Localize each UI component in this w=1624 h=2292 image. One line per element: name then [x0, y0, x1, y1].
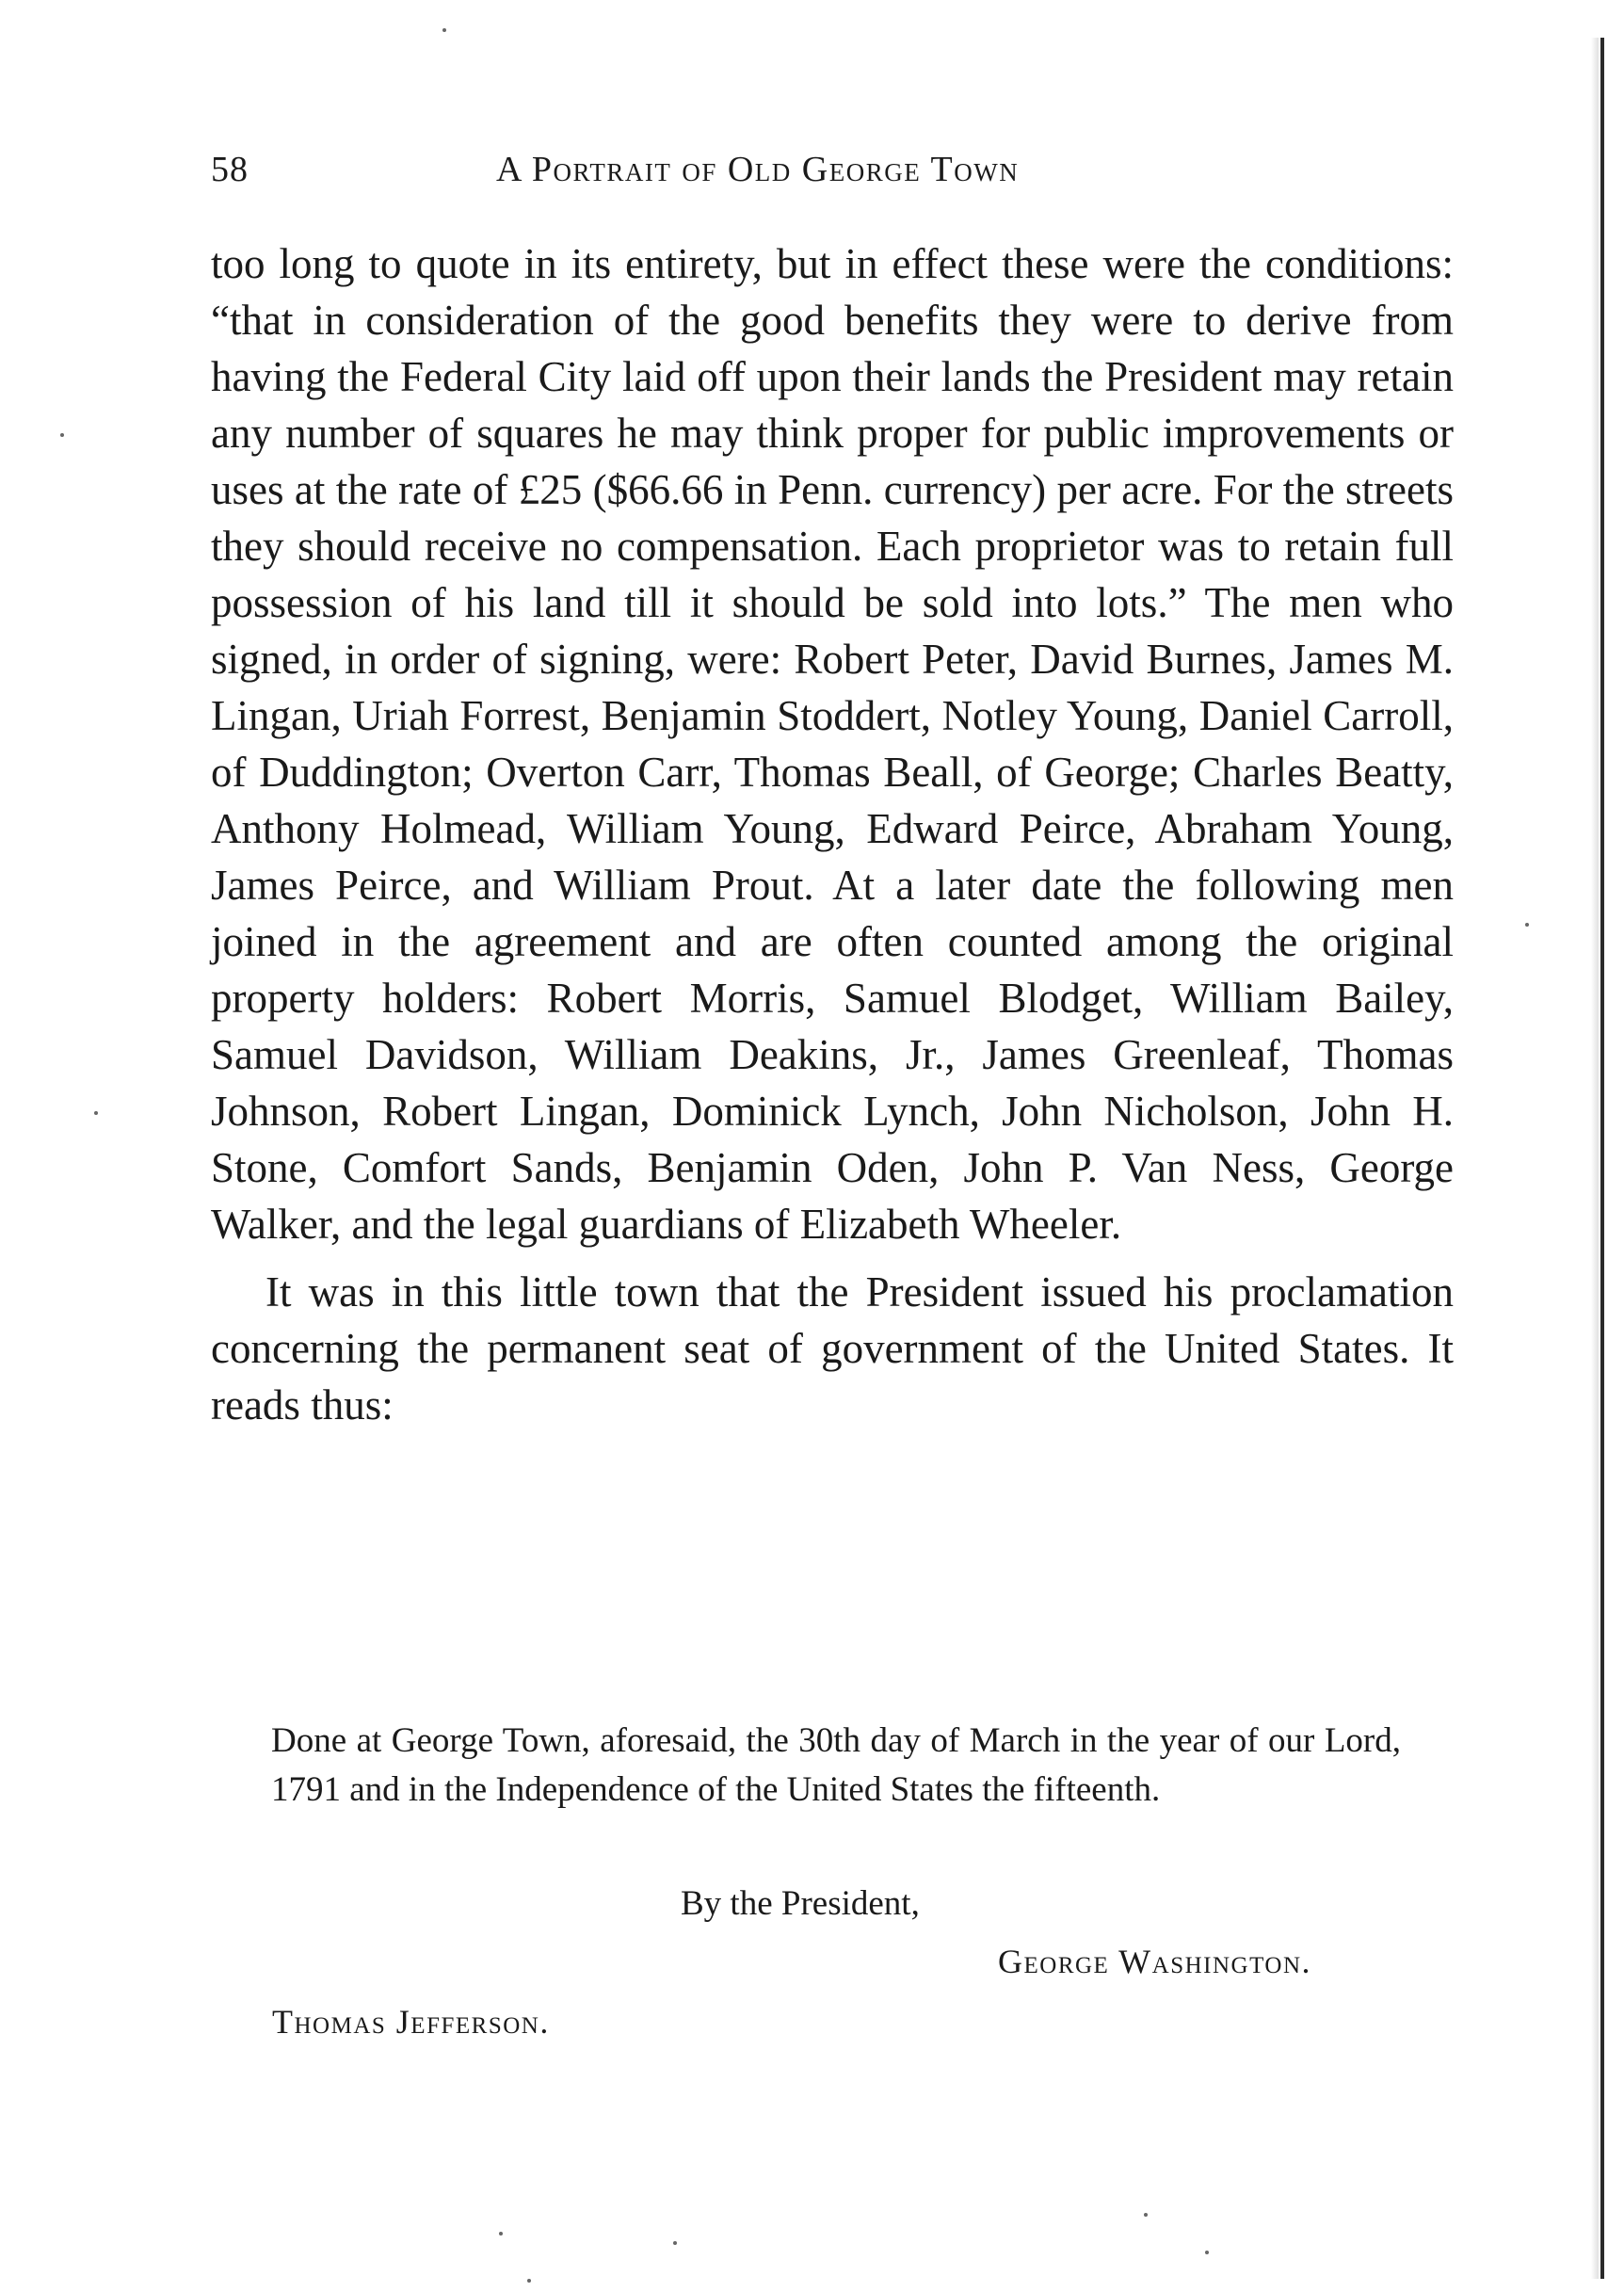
paragraph-conditions: too long to quote in its entirety, but in effect these were the conditions: “that in consideration of the good benefits they were to derive from having the Federal City laid off upon their lands the President may retain any number of squares he may think proper for public improvements or uses at the rate of £25 ($66.66 in Penn. currency) per acre. For the streets they should receive no compensation. Each proprietor was to retain full possession of his land till it should be sold into lots.” The men who signed, in order of signing, were: Robert Peter, David Burnes, James M. Lingan, Uriah Forrest, Benjamin Stoddert, Notley Young, Daniel Carroll, of Duddington; Overton Carr, Thomas Beall, of George; Charles Beatty, Anthony Holmead, William Young, Edward Peirce, Abraham Young, James Peirce, and William Prout. At a later date the following men joined in the agreement and are often counted among the original property holders: Robert Morris, Samuel Blodget, William Bailey, Samuel Davidson, William Deakins, Jr., James Greenleaf, Thomas Johnson, Robert Lingan, Dominick Lynch, John Nicholson, John H. Stone, Comfort Sands, Benjamin Oden, John P. Van Ness, George Walker, and the legal guardians of Elizabeth Wheeler. — [211, 240, 1454, 1248]
running-head — [211, 146, 1454, 202]
scan-speck — [527, 2279, 531, 2283]
running-title: A Portrait of Old George Town — [496, 150, 1020, 189]
scan-speck — [1525, 923, 1529, 927]
scan-speck — [499, 2232, 503, 2236]
body-text — [211, 235, 1454, 1433]
scan-speck — [442, 28, 446, 32]
scan-speck — [1144, 2213, 1148, 2217]
scan-speck — [1205, 2251, 1209, 2254]
binding-edge — [1600, 38, 1604, 2279]
proclamation-quote — [271, 1717, 1401, 1815]
binding-shadow — [1591, 38, 1599, 2279]
proclamation-text: Done at George Town, aforesaid, the 30th day of March in the year of our Lord, 1791 and in the Independence of the United States the fifteenth. — [271, 1721, 1401, 1809]
scan-speck — [60, 433, 64, 437]
signature-washington: George Washington. — [998, 1943, 1312, 1980]
scan-speck — [94, 1111, 98, 1115]
signature-jefferson: Thomas Jefferson. — [272, 2003, 550, 2041]
scan-speck — [673, 2241, 677, 2245]
paragraph-proclamation: It was in this little town that the President issued his proclamation concerning the permanent seat of government of the United States. It reads thus: — [211, 1268, 1454, 1428]
page-number: 58 — [211, 150, 249, 189]
attestation-line: By the President, — [681, 1884, 920, 1923]
